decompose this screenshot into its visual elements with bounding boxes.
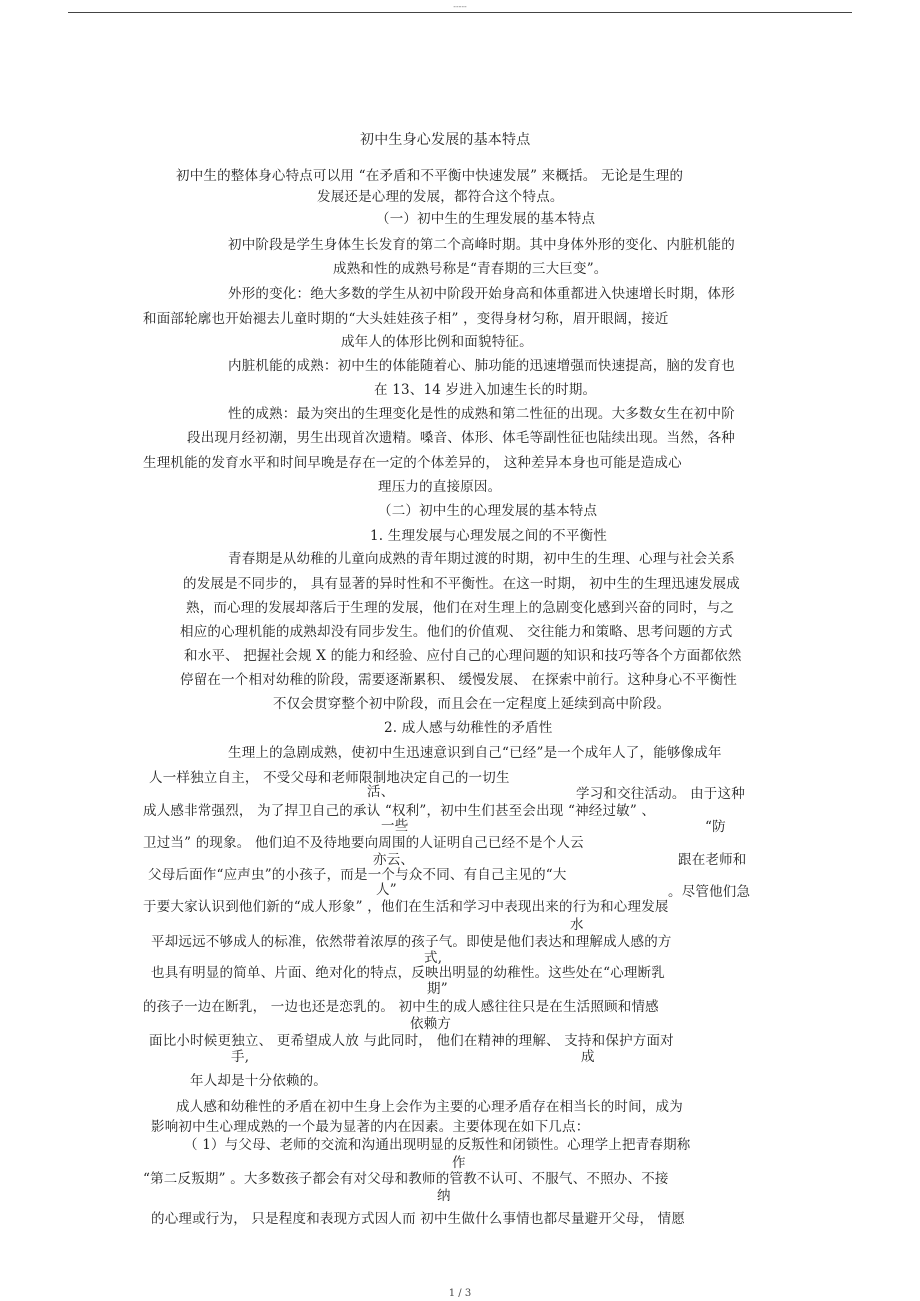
sec2-subheading-2: 2. 成人感与幼稚性的矛盾性 [384,720,553,736]
sec1-p4-line-2: 段出现月经初潮，男生出现首次遗精。嗓音、体形、体毛等副性征也陆续出现。当然，各种 [187,430,735,446]
sec1-p1-line-1: 初中阶段是学生身体生长发育的第二个高峰时期。其中身体外形的变化、内脏机能的 [228,237,735,253]
sec2-p2-line-10-fragment: 手, [231,1049,250,1065]
sec2-p2-line-4-end: 跟在老师和 [678,852,747,868]
sec2-p2-line-2: 人一样独立自主， 不受父母和老师限制地决定自己的一切生 [149,770,510,786]
sec2-p2-line-10: 面比小时候更独立、 更希望成人放 与此同时， 他们在精神的理解、 支持和保护方面对 [149,1033,674,1049]
sec2-p2-line-3-fragment: 一些 [381,818,409,834]
sec2-p2-line-7: 平却远远不够成人的标准，依然带着浓厚的孩子气。即使是他们表达和理解成人感的方 [151,934,672,950]
sec2-p2-line-6-fragment: 水 [570,917,584,933]
sec2-p4-line-3: 的心理或行为， 只是程度和表现方式因人而 初中生做什么事情也都尽量避开父母， 情愿 [151,1211,686,1227]
page-title: 初中生身心发展的基本特点 [360,132,531,148]
sec1-p4-line-1: 性的成熟：最为突出的生理变化是性的成熟和第二性征的出现。大多数女生在初中阶 [228,406,735,422]
sec2-p1-line-1: 青春期是从幼稚的儿童向成熟的青年期过渡的时期，初中生的生理、心理与社会关系 [228,551,735,567]
sec2-p2-line-7-fragment: 式, [424,950,443,966]
sec2-p1-line-3: 熟，而心理的发展却落后于生理的发展，他们在对生理上的急剧变化感到兴奋的同时，与之 [186,600,734,616]
sec2-subheading-1: 1. 生理发展与心理发展之间的不平衡性 [370,528,607,544]
sec2-p4-line-1-fragment: 作 [452,1155,466,1171]
sec2-p2-line-8-fragment: 期” [427,981,448,997]
header-mark: ----- [453,2,467,11]
sec1-p3-line-2: 在 13、14 岁进入加速生长的时期。 [374,382,597,398]
sec2-p1-line-2: 的发展是不同步的， 具有显著的异时性和不平衡性。在这一时期， 初中生的生理迅速发展成 [183,576,740,592]
sec2-p2-line-4: 卫过当” 的现象。 他们迫不及待地要向周围的人证明自己已经不是个人云 [143,835,584,851]
sec2-p2-line-3: 成人感非常强烈， 为了捍卫自己的承认 “权利”，初中生们甚至会出现 “神经过敏” 、 [143,803,656,819]
sec2-p1-line-6: 停留在一个相对幼稚的阶段，需要逐渐累积、 缓慢发展、 在探索中前行。这种身心不平衡性 [180,672,737,688]
sec2-p3-line-2: 影响初中生心理成熟的一个最为显著的内在因素。主要体现在如下几点： [151,1119,590,1135]
sec1-p4-line-4: 理压力的直接原因。 [378,479,502,495]
sec2-p1-line-7: 不仅会贯穿整个初中阶段，而且会在一定程度上延续到高中阶段。 [273,696,671,712]
sec1-p2-line-2: 和面部轮廓也开始褪去儿童时期的“大头娃娃孩子相” ，变得身材匀称，眉开眼阔，接近 [143,311,669,327]
sec2-p1-line-4: 相应的心理机能的成熟却没有同步发生。他们的价值观、 交往能力和策略、思考问题的方式 [180,624,733,640]
intro-line-1: 初中生的整体身心特点可以用 “在矛盾和不平衡中快速发展” 来概括。 无论是生理的 [176,168,684,184]
sec1-p3-line-1: 内脏机能的成熟：初中生的体能随着心、肺功能的迅速增强而快速提高，脑的发育也 [228,358,735,374]
sec2-p2-line-2-end: 学习和交往活动。 由于这种 [576,786,745,802]
sec2-p2-line-3-end: “防 [705,819,726,835]
page-number: 1 / 3 [448,1288,472,1299]
sec2-p2-line-11: 年人却是十分依赖的。 [190,1073,327,1089]
header-rule [68,12,852,13]
sec2-p2-line-4-fragment: 亦云、 [373,852,415,868]
sec2-p2-line-1: 生理上的急剧成熟，使初中生迅速意识到自己“已经”是一个成年人了，能够像成年 [228,745,722,761]
sec1-p4-line-3: 生理机能的发育水平和时间早晚是存在一定的个体差异的， 这种差异本身也可能是造成心 [143,455,682,471]
sec2-p2-line-8: 也具有明显的简单、片面、绝对化的特点，反映出明显的幼稚性。这些处在“心理断乳 [151,965,666,981]
sec1-p2-line-1: 外形的变化：绝大多数的学生从初中阶段开始身高和体重都进入快速增长时期，体形 [228,286,735,302]
sec2-p2-line-5: 父母后面作“应声虫”的小孩子，而是一个与众不同、有自己主见的“大 [148,867,567,883]
sec2-p2-line-2-fragment: 活、 [367,784,395,800]
sec2-p2-line-6: 于要大家认识到他们新的“成人形象” ，他们在生活和学习中表现出来的行为和心理发展 [143,899,669,915]
sec1-p1-line-2: 成熟和性的成熟号称是“青春期的三大巨变”。 [333,261,608,277]
sec2-p4-line-2: “第二反叛期” 。大多数孩子都会有对父母和教师的管教不认可、不服气、不照办、不接 [143,1171,669,1187]
section-1-heading: （一）初中生的生理发展的基本特点 [376,211,596,227]
sec2-p4-line-2-fragment: 纳 [437,1188,451,1204]
intro-line-2: 发展还是心理的发展，都符合这个特点。 [317,189,564,205]
section-2-heading: （二）初中生的心理发展的基本特点 [378,503,598,519]
sec2-p2-line-5-end: 。尽管他们急 [668,884,751,900]
sec2-p2-line-9: 的孩子一边在断乳， 一边也还是恋乳的。 初中生的成人感往往只是在生活照顾和情感 [143,999,659,1015]
sec2-p1-line-5: 和水平、 把握社会规 X 的能力和经验、应付自己的心理问题的知识和技巧等各个方面都依然 [184,648,742,664]
sec1-p2-line-3: 成年人的体形比例和面貌特征。 [341,334,533,350]
sec2-p2-line-5-fragment: 人” [376,882,397,898]
sec2-p4-line-1: （ 1）与父母、老师的交流和沟通出现明显的反叛性和闭锁性。心理学上把青春期称 [184,1137,691,1153]
sec2-p2-line-10-end: 成 [581,1049,595,1065]
sec2-p3-line-1: 成人感和幼稚性的矛盾在初中生身上会作为主要的心理矛盾存在相当长的时间，成为 [176,1099,683,1115]
sec2-p2-line-9-fragment: 依赖方 [410,1016,452,1032]
